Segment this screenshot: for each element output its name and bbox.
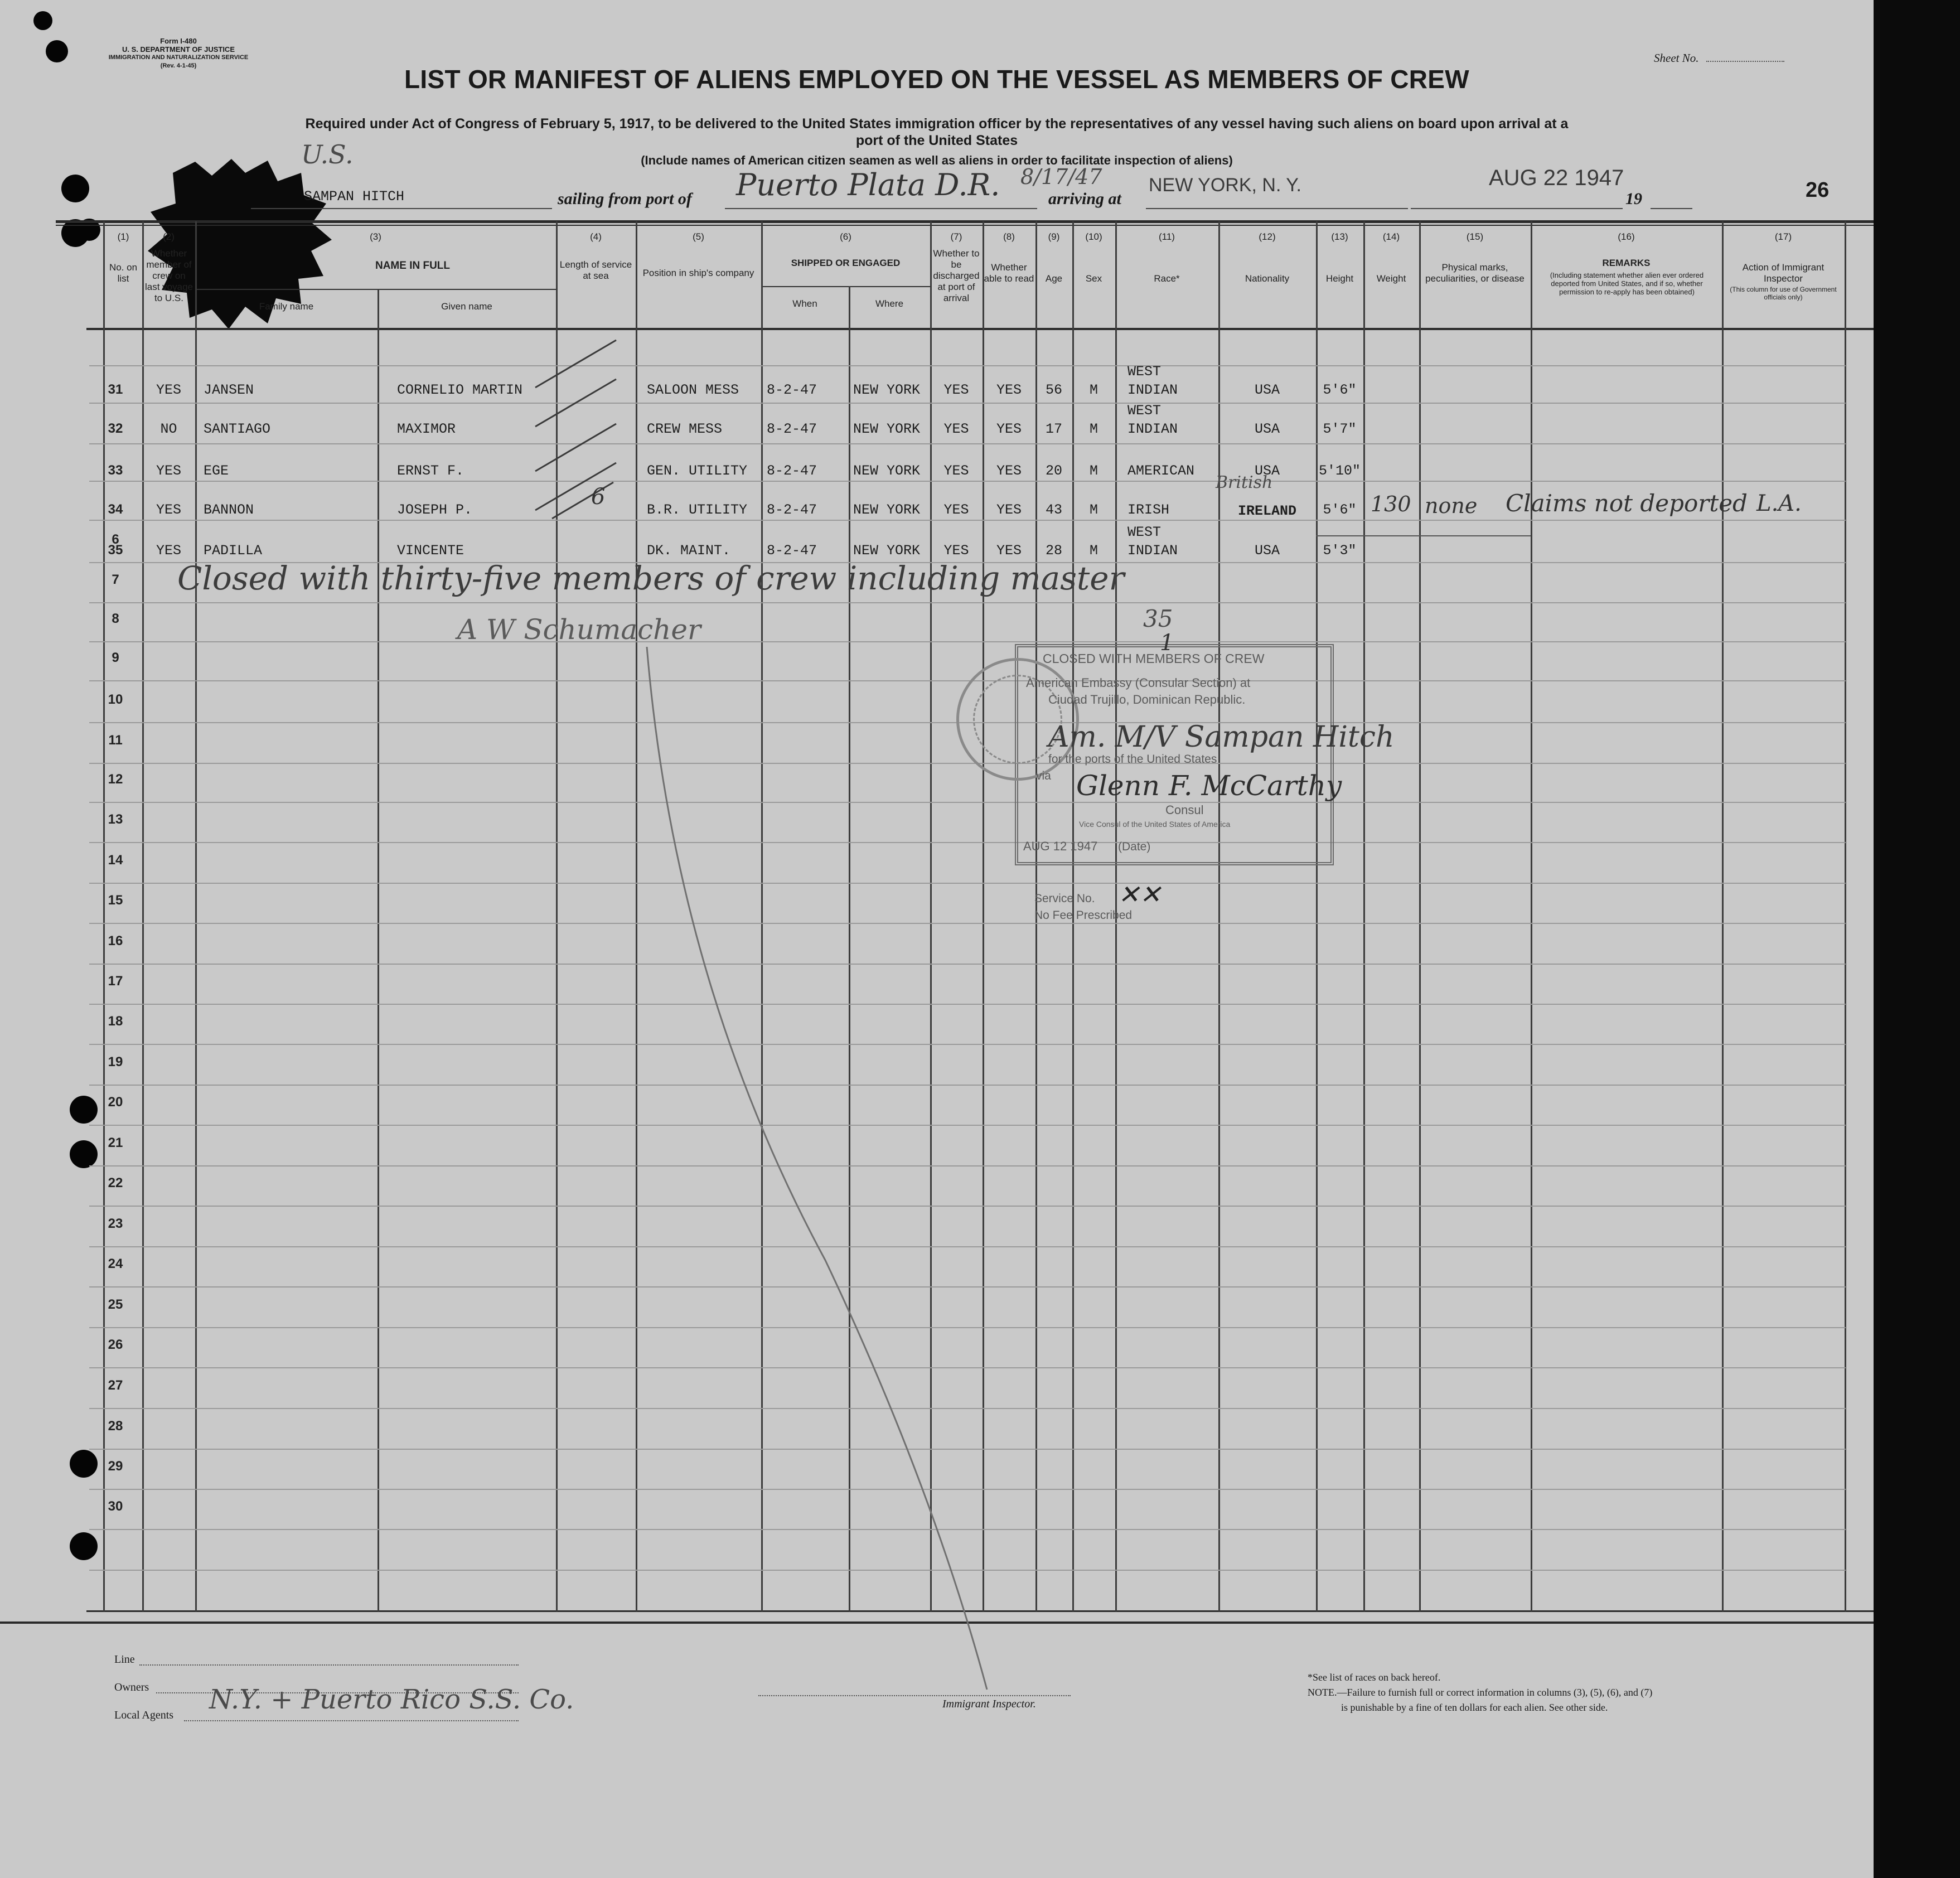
able-to-read-cell: YES <box>996 543 1022 559</box>
shipped-when-cell: 8-2-47 <box>767 502 817 518</box>
row-number: 11 <box>108 733 123 748</box>
service-mark: ✕✕ <box>1118 879 1162 909</box>
given-name-cell: CORNELIO MARTIN <box>397 382 523 398</box>
discharged-cell: YES <box>943 382 969 398</box>
col-num-3: (3) <box>370 231 381 242</box>
col-head-14: Weight <box>1376 273 1406 284</box>
shipped-when-cell: 8-2-47 <box>767 382 817 398</box>
row-number: 10 <box>108 692 123 707</box>
family-name-head: Family name <box>259 301 314 312</box>
sailing-label: sailing from port of <box>558 190 692 208</box>
subtitle-line-1: Required under Act of Congress of February 5, 1917, to be delivered to the United States immigration officer by the representatives of any vessel having such aliens on board upon arrival at a <box>305 116 1569 132</box>
row-number: 18 <box>108 1014 123 1029</box>
row-number: 7 <box>112 572 119 587</box>
col-num-6: (6) <box>840 231 851 242</box>
age-cell: 56 <box>1045 382 1062 398</box>
col-num-2: (2) <box>163 231 175 242</box>
position-cell: DK. MAINT. <box>647 543 731 559</box>
count-handwritten: 35 <box>1143 605 1173 632</box>
action-note: (This column for use of Government officials only) <box>1730 285 1837 301</box>
col-num-8: (8) <box>1003 231 1015 242</box>
row-line <box>89 443 1846 444</box>
binder-hole <box>70 1450 98 1478</box>
family-name-cell: BANNON <box>204 502 254 518</box>
row-number: 15 <box>108 893 123 908</box>
flag-handwritten: U.S. <box>301 139 354 170</box>
subtitle-line-2: port of the United States <box>855 133 1018 148</box>
height-cell: 5'7" <box>1323 421 1357 437</box>
height-cell: 5'6" <box>1323 382 1357 398</box>
sex-cell: M <box>1089 421 1098 437</box>
no-fee: No Fee Prescribed <box>1034 909 1133 922</box>
sex-cell: M <box>1089 382 1098 398</box>
shipped-when-cell: 8-2-47 <box>767 543 817 559</box>
col-head-6: SHIPPED OR ENGAGED <box>791 258 901 268</box>
age-cell: 17 <box>1045 421 1062 437</box>
race-cell: INDIAN <box>1127 421 1178 437</box>
col-head-5: Position in ship's company <box>642 268 754 278</box>
binder-hole <box>61 175 89 202</box>
footer-note-2: NOTE.—Failure to furnish full or correct information in columns (3), (5), (6), and (7) <box>1308 1687 1653 1698</box>
position-cell: SALOON MESS <box>647 382 739 398</box>
weight-handwritten: 130 <box>1371 492 1411 516</box>
col-num-13: (13) <box>1331 231 1348 242</box>
local-agents-label: Local Agents <box>114 1709 174 1721</box>
stamp-line-4: for the ports of the United States <box>1048 753 1217 766</box>
col-head-12: Nationality <box>1245 273 1290 284</box>
shipped-when-cell: 8-2-47 <box>767 421 817 437</box>
col-head-7: Whether to be discharged at port of arrival <box>933 248 980 303</box>
stamp-via: via <box>1036 769 1051 782</box>
height-cell: 5'10" <box>1318 463 1361 479</box>
row-number: 17 <box>108 974 123 989</box>
binder-hole <box>46 40 68 62</box>
row-number: 22 <box>108 1175 123 1190</box>
row-number: 31 <box>108 382 123 397</box>
row-number: 19 <box>108 1054 123 1069</box>
able-to-read-cell: YES <box>996 421 1022 437</box>
year-prefix: 19 <box>1625 190 1642 208</box>
binder-hole <box>70 1096 98 1124</box>
row-number: 21 <box>108 1135 123 1150</box>
action-handwritten: L.A. <box>1756 491 1802 516</box>
service-slashes <box>524 335 625 524</box>
race-cell: INDIAN <box>1127 543 1178 559</box>
footer-note-3: is punishable by a fine of ten dollars for each alien. See other side. <box>1341 1702 1608 1713</box>
row-number: 28 <box>108 1419 123 1434</box>
consul-signature: Glenn F. McCarthy <box>1076 769 1342 802</box>
race-cell: IRISH <box>1127 502 1170 518</box>
last-voyage-cell: YES <box>156 543 181 559</box>
col-num-11: (11) <box>1159 231 1175 242</box>
row-line <box>89 481 1846 482</box>
race-cell: AMERICAN <box>1127 463 1195 479</box>
able-to-read-cell: YES <box>996 502 1022 518</box>
given-name-cell: MAXIMOR <box>397 421 456 437</box>
discharged-cell: YES <box>943 463 969 479</box>
service-no: Service No. <box>1034 892 1095 905</box>
height-cell: 5'3" <box>1323 543 1357 559</box>
family-name-cell: EGE <box>204 463 229 479</box>
remarks-handwritten: Claims not deported <box>1506 490 1748 517</box>
shipped-where-cell: NEW YORK <box>853 421 921 437</box>
col-num-12: (12) <box>1259 231 1276 242</box>
col-num-7: (7) <box>950 231 962 242</box>
form-number: Form I-480 <box>160 37 197 45</box>
stamp-vessel-handwritten: Am. M/V Sampan Hitch <box>1048 720 1395 754</box>
arrival-date: AUG 22 1947 <box>1489 166 1624 190</box>
shipped-where-cell: NEW YORK <box>853 543 921 559</box>
line-label: Line <box>114 1653 135 1666</box>
row-number: 29 <box>108 1459 123 1474</box>
race-prefix-cell: WEST <box>1127 364 1162 380</box>
age-cell: 28 <box>1045 543 1062 559</box>
row-number: 33 <box>108 463 123 478</box>
last-voyage-cell: YES <box>156 463 181 479</box>
col-head-3: NAME IN FULL <box>375 260 451 272</box>
given-name-head: Given name <box>441 301 492 312</box>
row-number: 16 <box>108 933 123 948</box>
given-name-cell: JOSEPH P. <box>397 502 473 518</box>
row-number: 27 <box>108 1378 123 1393</box>
row-line <box>89 520 1846 521</box>
position-cell: CREW MESS <box>647 421 723 437</box>
sheet-number-label <box>1654 51 1784 65</box>
row-number: 8 <box>112 611 119 626</box>
nationality-handwritten: British <box>1216 473 1273 492</box>
vessel-name: SAMPAN HITCH <box>304 188 405 205</box>
col-head-11: Race* <box>1154 273 1180 284</box>
row-number: 12 <box>108 772 123 787</box>
able-to-read-cell: YES <box>996 463 1022 479</box>
col-num-9: (9) <box>1048 231 1060 242</box>
stamp-line-3: Ciudad Trujillo, Dominican Republic. <box>1048 693 1246 706</box>
last-voyage-cell: NO <box>160 421 177 437</box>
shipped-where-cell: NEW YORK <box>853 502 921 518</box>
nationality-cell: USA <box>1254 421 1280 437</box>
col-num-14: (14) <box>1382 231 1400 242</box>
page-title: LIST OR MANIFEST OF ALIENS EMPLOYED ON THE VESSEL AS MEMBERS OF CREW <box>404 65 1469 94</box>
stamp-date-label: (Date) <box>1118 840 1151 853</box>
nationality-cell: IRELAND <box>1237 503 1297 519</box>
footer-note-1: *See list of races on back hereof. <box>1308 1672 1441 1683</box>
stamp-line-1: CLOSED WITH MEMBERS OF CREW <box>1043 651 1265 666</box>
stamp-line-2: American Embassy (Consular Section) at <box>1026 676 1251 690</box>
row-number: 24 <box>108 1256 123 1271</box>
position-cell: B.R. UTILITY <box>647 502 748 518</box>
able-to-read-cell: YES <box>996 382 1022 398</box>
race-prefix-cell: WEST <box>1127 524 1162 540</box>
department: U. S. DEPARTMENT OF JUSTICE <box>122 45 235 54</box>
discharged-cell: YES <box>943 502 969 518</box>
row-number: 26 <box>108 1337 123 1352</box>
service-length-34: 6 <box>591 484 606 510</box>
sheet-label: Sheet No. <box>1654 51 1699 65</box>
stamp-date: AUG 12 1947 <box>1023 839 1098 853</box>
col-head-4: Length of service at sea <box>559 259 632 281</box>
race-prefix-cell: WEST <box>1127 403 1162 419</box>
page-number: 26 <box>1806 178 1830 202</box>
row-number: 13 <box>108 812 123 827</box>
closing-note: Closed with thirty-five members of crew including master <box>177 559 1125 597</box>
stamp-line-6: Vice Consul of the United States of America <box>1079 820 1231 829</box>
row-line <box>89 602 1846 603</box>
last-voyage-cell: YES <box>156 382 181 398</box>
family-name-cell: PADILLA <box>204 543 263 559</box>
nationality-cell: USA <box>1254 543 1280 559</box>
row-number: 20 <box>108 1095 123 1110</box>
revision: (Rev. 4-1-45) <box>160 62 197 69</box>
col-num-1: (1) <box>117 231 129 242</box>
immigrant-inspector-label: Immigrant Inspector. <box>942 1698 1036 1710</box>
col-num-16: (16) <box>1618 231 1635 242</box>
service: IMMIGRATION AND NATURALIZATION SERVICE <box>108 54 249 61</box>
col-head-15: Physical marks, peculiarities, or disease <box>1425 262 1525 284</box>
discharged-cell: YES <box>943 543 969 559</box>
sex-cell: M <box>1089 543 1098 559</box>
shipped-where-cell: NEW YORK <box>853 463 921 479</box>
col-num-4: (4) <box>590 231 602 242</box>
given-name-cell: VINCENTE <box>397 543 464 559</box>
marks-handwritten: none <box>1425 493 1478 518</box>
position-cell: GEN. UTILITY <box>647 463 748 479</box>
col-head-16: REMARKS <box>1602 258 1651 268</box>
age-cell: 20 <box>1045 463 1062 479</box>
col-num-17: (17) <box>1774 231 1792 242</box>
remarks-note: (Including statement whether alien ever ordered deported from United States, and if so, whether permission to re-apply has been obtained) <box>1550 271 1704 296</box>
row-number: 32 <box>108 421 123 436</box>
col-head-1: No. on list <box>109 262 138 284</box>
port-handwritten: Puerto Plata D.R. <box>736 167 1000 202</box>
sex-cell: M <box>1089 502 1098 518</box>
col-num-10: (10) <box>1085 231 1102 242</box>
where-head: Where <box>875 298 904 309</box>
discharged-cell: YES <box>943 421 969 437</box>
local-agents-handwritten: N.Y. + Puerto Rico S.S. Co. <box>209 1684 574 1715</box>
col-head-13: Height <box>1325 273 1354 284</box>
col-head-17: Action of Immigrant Inspector <box>1742 262 1825 284</box>
col-head-8: Whether able to read <box>984 262 1034 284</box>
row-line <box>89 403 1846 404</box>
binder-hole <box>33 11 52 30</box>
when-head: When <box>792 298 817 309</box>
row-number: 34 <box>108 502 123 517</box>
stamp-line-5: Consul <box>1165 803 1204 817</box>
col-head-2: Whether member of crew on last voyage to U.S. <box>145 248 193 303</box>
row-line <box>89 641 1846 642</box>
family-name-cell: SANTIAGO <box>204 421 271 437</box>
closing-signature: A W Schumacher <box>457 613 701 646</box>
shipped-where-cell: NEW YORK <box>853 382 921 398</box>
race-cell: INDIAN <box>1127 382 1178 398</box>
row-number: 6 <box>112 532 119 547</box>
height-cell: 5'6" <box>1323 502 1357 518</box>
binder-hole <box>70 1532 98 1560</box>
row-number: 25 <box>108 1297 123 1312</box>
col-num-5: (5) <box>693 231 704 242</box>
row-line <box>89 365 1846 366</box>
nationality-cell: USA <box>1254 382 1280 398</box>
row-number: 35 <box>108 543 123 558</box>
pencil-line <box>641 647 1004 1695</box>
binder-hole <box>70 1140 98 1168</box>
arriving-label: arriving at <box>1048 190 1121 208</box>
last-voyage-cell: YES <box>156 502 181 518</box>
shipped-when-cell: 8-2-47 <box>767 463 817 479</box>
col-head-10: Sex <box>1085 273 1102 284</box>
col-head-9: Age <box>1045 273 1063 284</box>
arriving-port: NEW YORK, N. Y. <box>1149 175 1301 196</box>
include-note: (Include names of American citizen seamen as well as aliens in order to facilitate inspection of aliens) <box>641 153 1233 167</box>
given-name-cell: ERNST F. <box>397 463 464 479</box>
stamp-handwritten-1: 1 <box>1160 630 1174 656</box>
row-number: 9 <box>112 650 119 665</box>
nationality-cell: USA <box>1254 463 1280 479</box>
family-name-cell: JANSEN <box>204 382 254 398</box>
sex-cell: M <box>1089 463 1098 479</box>
row-number: 23 <box>108 1216 123 1231</box>
row-number: 30 <box>108 1499 123 1514</box>
row-number: 14 <box>108 853 123 868</box>
col-num-15: (15) <box>1466 231 1484 242</box>
owners-label: Owners <box>114 1681 149 1693</box>
age-cell: 43 <box>1045 502 1062 518</box>
port-date-handwritten: 8/17/47 <box>1020 164 1102 189</box>
